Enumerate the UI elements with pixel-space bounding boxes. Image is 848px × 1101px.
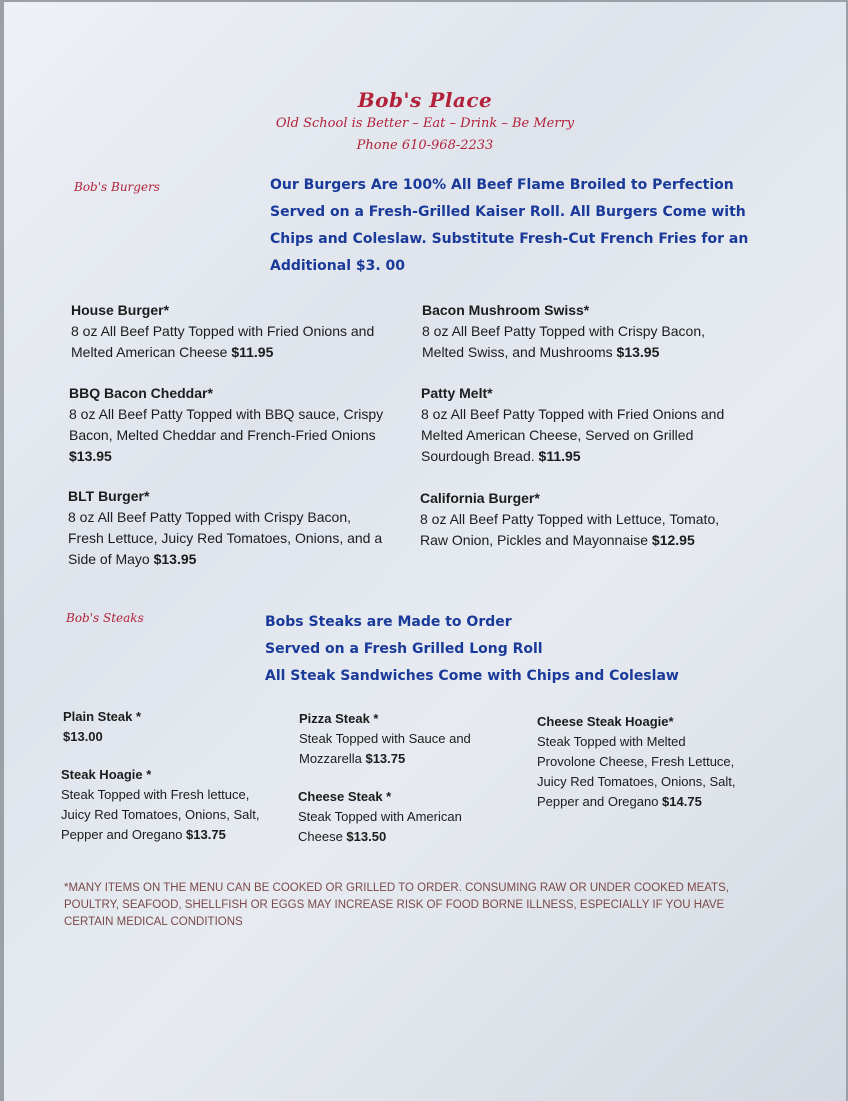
item-description-text: Steak Topped with Melted — [537, 734, 686, 749]
item-description-line — [537, 772, 735, 792]
burgers-section-label: Bob's Burgers — [74, 180, 160, 194]
item-description-line — [420, 530, 719, 551]
item-description-line — [71, 342, 374, 363]
item-name: Steak Hoagie * — [61, 767, 152, 782]
item-description-line — [298, 807, 462, 827]
item-name: Cheese Steak * — [298, 789, 392, 804]
item-name: Bacon Mushroom Swiss* — [422, 302, 590, 318]
item-name: Cheese Steak Hoagie* — [537, 714, 674, 729]
item-description-line — [68, 549, 382, 570]
item-description-line — [422, 342, 705, 363]
item-description-text: 8 oz All Beef Patty Topped with Fried Onions and — [71, 323, 375, 339]
item-description-text: Bacon, Melted Cheddar and French-Fried Onions — [69, 427, 376, 443]
item-description-line — [69, 425, 383, 446]
item-description-text: Mozzarella — [299, 751, 366, 766]
item-name: Plain Steak * — [63, 709, 142, 724]
item-description-line — [61, 825, 259, 845]
menu-item — [421, 383, 724, 467]
item-description-text: Side of Mayo — [68, 551, 154, 567]
item-description-line — [63, 727, 141, 747]
item-description-text: 8 oz All Beef Patty Topped with BBQ sauce, Crispy — [69, 406, 384, 422]
item-description — [299, 729, 471, 769]
item-description-text: 8 oz All Beef Patty Topped with Lettuce, Tomato, — [420, 511, 720, 527]
item-price: $14.75 — [662, 794, 702, 809]
item-description-text: Pepper and Oregano — [537, 794, 663, 809]
burgers-intro — [270, 172, 748, 280]
disclaimer-line: *MANY ITEMS ON THE MENU CAN BE COOKED OR GRILLED TO ORDER. CONSUMING RAW OR UNDER COOKED MEATS, — [64, 882, 729, 894]
item-description — [298, 807, 462, 847]
item-description-text: Cheese — [298, 829, 347, 844]
item-description-text: Steak Topped with Fresh lettuce, — [61, 787, 250, 802]
menu-item — [299, 709, 471, 769]
menu-item — [422, 300, 705, 363]
item-description-line — [421, 404, 724, 425]
item-description-text: Steak Topped with American — [298, 809, 462, 824]
item-description — [422, 321, 705, 363]
item-description-text: 8 oz All Beef Patty Topped with Fried Onions and — [421, 406, 725, 422]
item-description-line — [420, 509, 719, 530]
item-price: $11.95 — [538, 448, 581, 464]
burgers-intro-line: Chips and Coleslaw. Substitute Fresh-Cut French Fries for an — [270, 231, 749, 247]
item-description-text: 8 oz All Beef Patty Topped with Crispy Bacon, — [68, 509, 352, 525]
item-description-text: Melted Swiss, and Mushrooms — [422, 344, 617, 360]
item-description-line — [71, 321, 374, 342]
steaks-intro-line: All Steak Sandwiches Come with Chips and Coleslaw — [265, 668, 679, 684]
steaks-intro — [265, 609, 679, 690]
item-name: Pizza Steak * — [299, 711, 379, 726]
item-description-text: Raw Onion, Pickles and Mayonnaise — [420, 532, 652, 548]
item-description — [68, 507, 382, 570]
menu-item — [537, 712, 735, 812]
restaurant-tagline: Old School is Better – Eat – Drink – Be Merry — [275, 116, 575, 131]
item-description-line — [422, 321, 705, 342]
menu-item — [61, 765, 259, 845]
item-price: $13.75 — [365, 751, 406, 766]
disclaimer-line: CERTAIN MEDICAL CONDITIONS — [64, 916, 243, 928]
item-description-line — [421, 425, 724, 446]
burgers-intro-line: Our Burgers Are 100% All Beef Flame Broiled to Perfection — [270, 177, 734, 193]
item-description — [420, 509, 719, 551]
item-name: BBQ Bacon Cheddar* — [69, 385, 213, 401]
menu-page — [4, 2, 846, 1101]
item-price: $12.95 — [651, 532, 695, 548]
disclaimer-line: POULTRY, SEAFOOD, SHELLFISH OR EGGS MAY INCREASE RISK OF FOOD BORNE ILLNESS, ESPECIALLY IF YOU HAVE — [64, 899, 725, 911]
item-description-line — [298, 827, 462, 847]
item-price: $13.95 — [153, 551, 197, 567]
item-description — [63, 727, 141, 747]
item-description-line — [68, 528, 382, 549]
item-description-line — [537, 792, 735, 812]
menu-item — [63, 707, 141, 747]
item-description-text: Pepper and Oregano — [61, 827, 187, 842]
burgers-intro-line: Additional $3. 00 — [270, 258, 406, 274]
item-description — [61, 785, 259, 845]
item-price: $11.95 — [231, 344, 274, 360]
item-description-text: Sourdough Bread. — [421, 448, 539, 464]
item-description-line — [299, 749, 471, 769]
menu-item — [69, 383, 383, 467]
item-description-text: Melted American Cheese, Served on Grilled — [421, 427, 694, 443]
item-price: $13.95 — [616, 344, 660, 360]
item-description — [69, 404, 383, 467]
item-name: House Burger* — [71, 302, 170, 318]
menu-item — [420, 488, 719, 551]
item-name: California Burger* — [420, 490, 540, 506]
item-description-text: Steak Topped with Sauce and — [299, 731, 471, 746]
item-description-line — [61, 805, 259, 825]
steaks-intro-line: Served on a Fresh Grilled Long Roll — [265, 641, 543, 657]
item-description-line — [69, 446, 383, 467]
item-description-line — [68, 507, 382, 528]
menu-item — [71, 300, 374, 363]
item-description-text: Juicy Red Tomatoes, Onions, Salt, — [537, 774, 736, 789]
menu-item — [68, 486, 382, 570]
restaurant-phone: Phone 610-968-2233 — [356, 138, 494, 153]
item-description — [421, 404, 724, 467]
restaurant-title: Bob's Place — [357, 88, 493, 112]
item-description-text: Fresh Lettuce, Juicy Red Tomatoes, Onions, and a — [68, 530, 383, 546]
disclaimer — [64, 880, 774, 931]
item-price: $13.50 — [346, 829, 387, 844]
item-description-text: 8 oz All Beef Patty Topped with Crispy Bacon, — [422, 323, 706, 339]
item-price: $13.75 — [186, 827, 226, 842]
item-description-text: Melted American Cheese — [71, 344, 232, 360]
item-description-line — [69, 404, 383, 425]
item-price: $13.00 — [63, 729, 103, 744]
item-description-line — [421, 446, 724, 467]
steaks-intro-line: Bobs Steaks are Made to Order — [265, 614, 512, 630]
item-price: $13.95 — [69, 448, 112, 464]
item-description — [537, 732, 735, 812]
burgers-intro-line: Served on a Fresh-Grilled Kaiser Roll. All Burgers Come with — [270, 204, 746, 220]
item-description-line — [537, 752, 735, 772]
item-description-line — [537, 732, 735, 752]
item-description-text: Provolone Cheese, Fresh Lettuce, — [537, 754, 735, 769]
item-description-line — [61, 785, 259, 805]
item-description-text: Juicy Red Tomatoes, Onions, Salt, — [61, 807, 260, 822]
item-name: Patty Melt* — [421, 385, 493, 401]
item-name: BLT Burger* — [68, 488, 150, 504]
item-description — [71, 321, 374, 363]
steaks-section-label: Bob's Steaks — [66, 611, 144, 625]
menu-item — [298, 787, 462, 847]
item-description-line — [299, 729, 471, 749]
